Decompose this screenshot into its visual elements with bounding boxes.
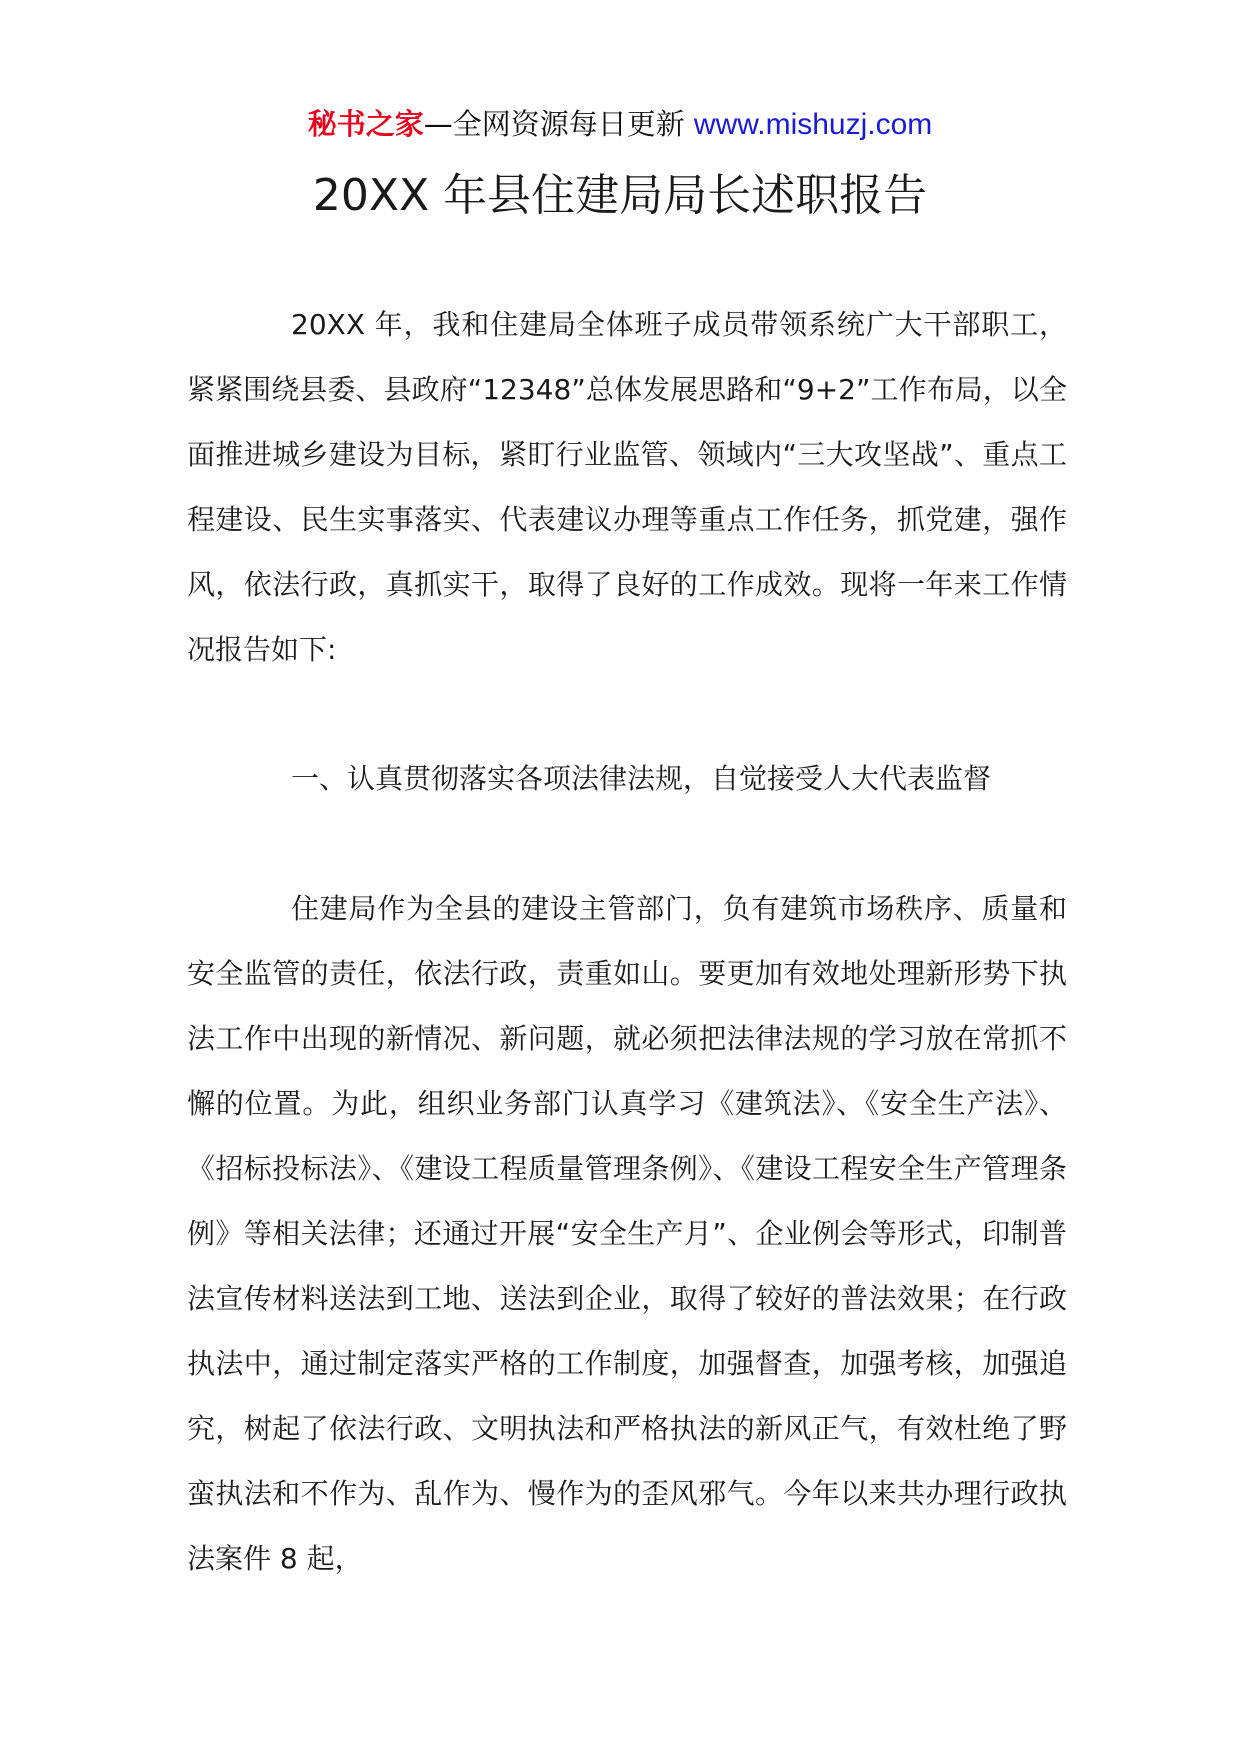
section-heading-text: 一、认真贯彻落实各项法律法规，自觉接受人大代表监督 bbox=[291, 762, 992, 795]
paragraph-text: 住建局作为全县的建设主管部门，负有建筑市场秩序、质量和安全监管的责任，依法行政，责重如山。要更加有效地处理新形势下执法工作中出现的新情况、新问题，就必须把法律法规的学习放在常抓不懈的位置。为此，组织业务部门认真学习《建筑法》、《安全生产法》、《招标投标法》、《建设工程质量管理条例》、《建设工程安全生产管理条例》等相关法律；还通过开展“安全生产月”、企业例会等形式，印制普法宣传材料送法到工地、送法到企业，取得了较好的普法效果；在行政执法中，通过制定落实严格的工作制度，加强督查，加强考核，加强追究，树起了依法行政、文明执法和严格执法的新风正气，有效杜绝了野蛮执法和不作为、乱作为、慢作为的歪风邪气。今年以来共办理行政执法案件 8 起， bbox=[187, 892, 1067, 1575]
header-slogan: —全网资源每日更新 bbox=[423, 107, 694, 141]
paragraph-intro bbox=[187, 292, 1067, 682]
paragraph-section-1 bbox=[187, 876, 1067, 1591]
paragraph-text: 20XX 年，我和住建局全体班子成员带领系统广大干部职工，紧紧围绕县委、县政府“12348”总体发展思路和“9+2”工作布局，以全面推进城乡建设为目标，紧盯行业监管、领域内“三大攻坚战”、重点工程建设、民生实事落实、代表建议办理等重点工作任务，抓党建，强作风，依法行政，真抓实干，取得了良好的工作成效。现将一年来工作情况报告如下: bbox=[187, 308, 1067, 666]
section-heading bbox=[187, 746, 1067, 811]
document-title: 20XX 年县住建局局长述职报告 bbox=[312, 170, 928, 221]
brand-name: 秘书之家 bbox=[307, 107, 424, 141]
site-url-link[interactable]: www.mishuzj.com bbox=[693, 108, 933, 141]
site-header bbox=[0, 104, 1240, 145]
